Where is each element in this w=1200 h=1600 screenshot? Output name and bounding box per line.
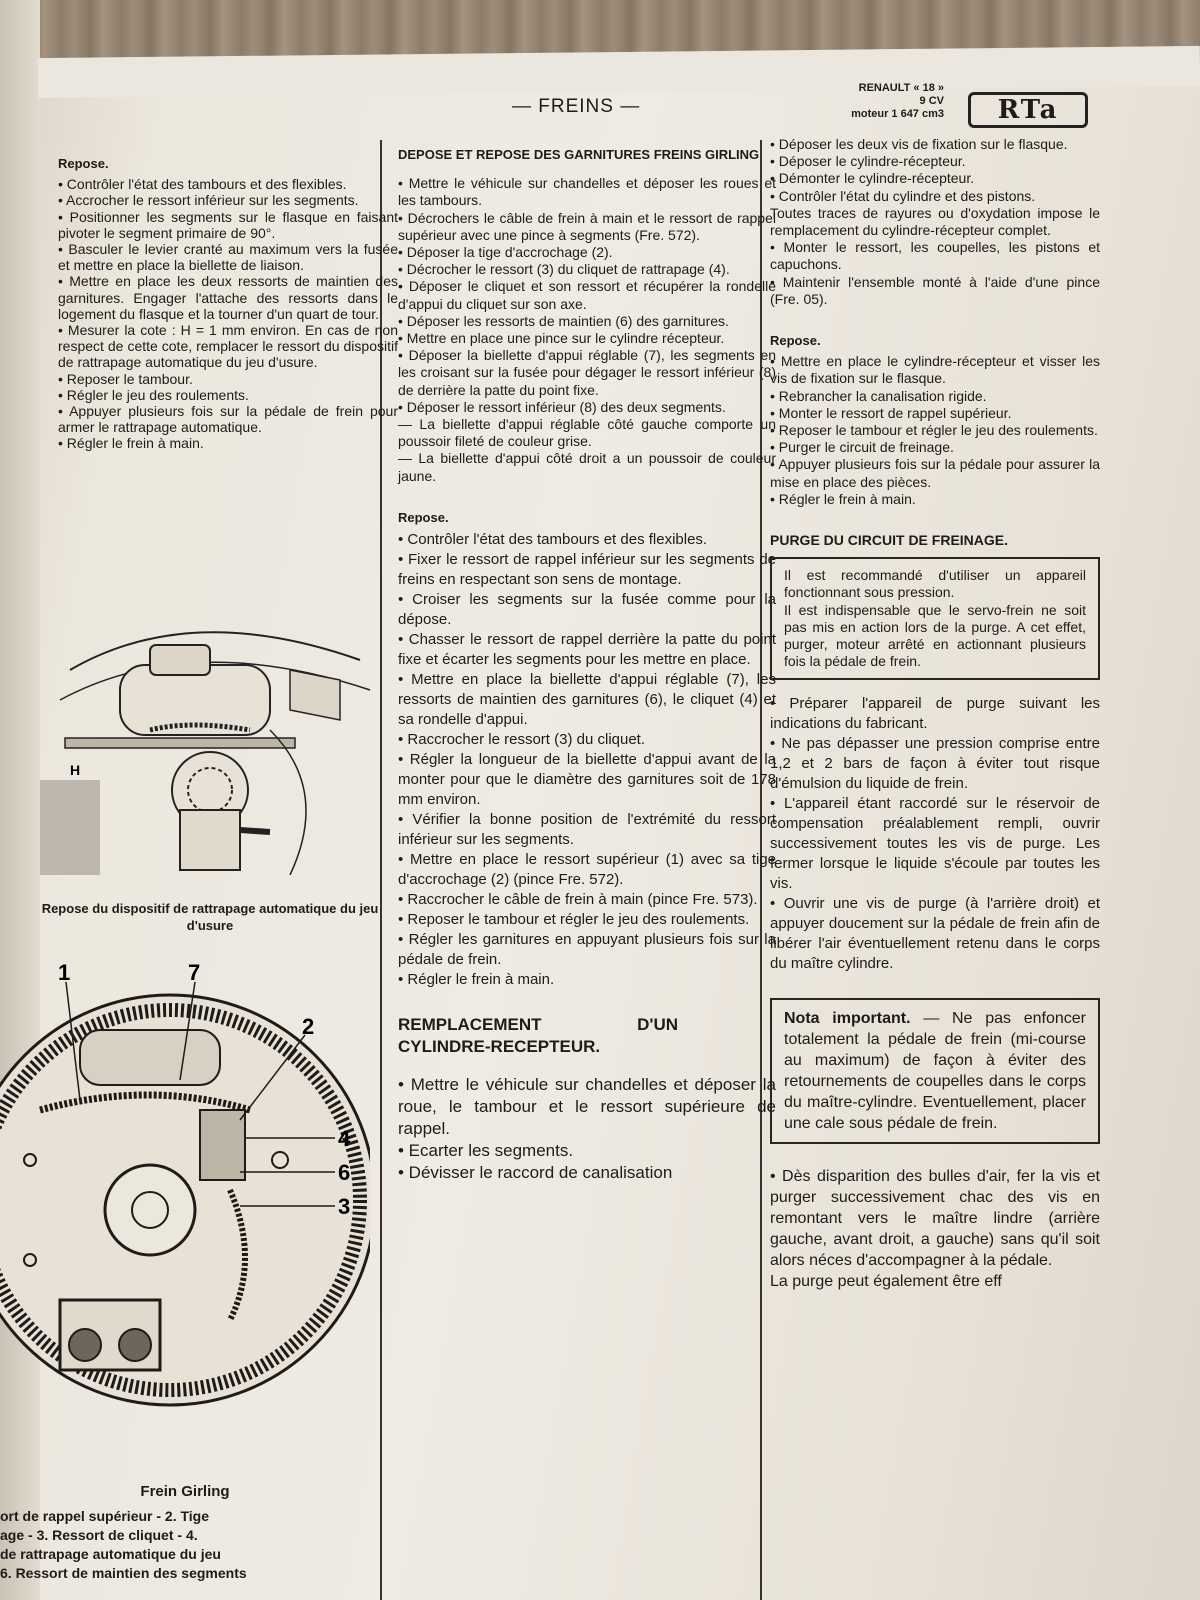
paragraph: • Dès disparition des bulles d'air, fer la vis et purger successivement chac des vis en remontant vers le maître lindre (arrière gauche, avant droit, a gauche) sans qu'il soit alors néces d'accompagner à la pédale. (770, 1168, 1100, 1270)
figure-label-2: 2 (302, 1014, 315, 1039)
legend-line: ort de rappel supérieur - 2. Tige (0, 1508, 210, 1524)
repose-list (398, 530, 776, 990)
paragraph: • Raccrocher le ressort (3) du cliquet. (398, 731, 646, 749)
paragraph: • Purger le circuit de freinage. (770, 439, 954, 456)
section-heading: DEPOSE ET REPOSE DES GARNITURES FREINS GIRLING (398, 147, 760, 162)
spacer (398, 485, 776, 503)
paragraph: • Appuyer plusieurs fois sur la pédale pour assurer la mise en place des pièces. (770, 456, 1100, 490)
legend-line: 6. Ressort de maintien des segments (0, 1565, 247, 1581)
paragraph: — La biellette d'appui côté droit a un poussoir de couleur jaune. (398, 450, 776, 484)
paragraph: • Reposer le tambour et régler le jeu des roulements. (398, 911, 750, 929)
column-1 (58, 150, 398, 452)
paragraph: • Régler le frein à main. (770, 490, 916, 507)
figure-label-h: H (70, 762, 81, 778)
paragraph: • Reposer le tambour et régler le jeu des roulements. (770, 422, 1098, 439)
remplacement-list (398, 1074, 776, 1184)
paragraph: • Dévisser le raccord de canalisation (398, 1163, 673, 1183)
notice-box (770, 557, 1100, 680)
paragraph: • Raccrocher le câble de frein à main (pince Fre. 573). (398, 891, 758, 909)
paragraph: • Rebrancher la canalisation rigide. (770, 387, 987, 404)
paragraph: • Ouvrir une vis de purge (à l'arrière droit) et appuyer doucement sur la pédale de frein afin de libérer l'air éventuellement retenu dans le corps du maître cylindre. (770, 895, 1100, 973)
paragraph: Il est indispensable que le servo-frein ne soit pas mis en action lors de la purge. A cet effet, purger, moteur arrêté en actionnant plusieurs fois la pédale de frein. (784, 601, 1086, 670)
paragraph: • L'appareil étant raccordé sur le réservoir de compensation préalablement rempli, ouvrir successivement toutes les vis de purge. Les fermer lorsque le liquide s'écoule par toutes les vis. (770, 795, 1100, 893)
section-heading: Repose. (770, 333, 821, 349)
nota-heading: Nota important. (784, 1010, 911, 1028)
purge-list (770, 694, 1100, 974)
legend-line: de rattrapage automatique du jeu (0, 1546, 221, 1562)
paragraph: • Monter le ressort, les coupelles, les pistons et capuchons. (770, 239, 1100, 273)
paragraph: • Reposer le tambour. (58, 370, 193, 387)
spacer (770, 508, 1100, 526)
figure-label-7: 7 (188, 960, 201, 985)
paragraph: • Contrôler l'état des tambours et des flexibles. (398, 531, 708, 549)
paragraph: • Préparer l'appareil de purge suivant les indications du fabricant. (770, 695, 1100, 733)
section-heading: Repose. (398, 509, 449, 525)
paragraph: • Déposer la tige d'accrochage (2). (398, 244, 613, 261)
paragraph: • Contrôler l'état des tambours et des flexibles. (58, 176, 347, 193)
paragraph: • Déposer la biellette d'appui réglable (7), les segments en les croisant sur la fusée pour dégager le ressort inférieur (8) de derrière la patte du point fixe. (398, 347, 776, 398)
paragraph: Il est recommandé d'utiliser un appareil fonctionnant sous pression. (784, 567, 1086, 601)
end-list (770, 1166, 1100, 1292)
paragraph: • Régler le frein à main. (398, 971, 555, 989)
figure-adjuster-drawing (40, 610, 380, 875)
figure-label-1: 1 (58, 960, 71, 985)
paragraph: • Mettre le véhicule sur chandelles et déposer les roues et les tambours. (398, 175, 776, 209)
figure-title: Frein Girling (140, 1483, 230, 1500)
caption-text: Repose du dispositif de rattrapage automatique du jeu d'usure (41, 901, 379, 934)
paragraph: La purge peut également être eff (770, 1273, 1002, 1291)
paragraph: • Chasser le ressort de rappel derrière la patte du point fixe et écarter les segments pour les mettre en place. (398, 631, 776, 669)
paragraph: • Maintenir l'ensemble monté à l'aide d'une pince (Fre. 05). (770, 273, 1100, 307)
spacer (770, 308, 1100, 326)
paragraph: • Appuyer plusieurs fois sur la pédale de frein pour armer le rattrapage automatique. (58, 403, 398, 436)
nota-text: — Ne pas enfoncer totalement la pédale de frein (mi-course au maximum) de façon à éviter des retournements de coupelles dans le corps du maître-cylindre. Eventuellement, placer une cale sous pédale de frein. (784, 1010, 1086, 1133)
paragraph: • Régler les garnitures en appuyant plusieurs fois sur la pédale de frein. (398, 931, 776, 969)
paragraph: • Démonter le cylindre-récepteur. (770, 170, 975, 187)
legend-line: age - 3. Ressort de cliquet - 4. (0, 1527, 198, 1543)
paragraph: • Mesurer la cote : H = 1 mm environ. En cas de non respect de cette cote, remplacer le ressort du dispositif de rattrapage automatique du jeu d'usure. (58, 322, 398, 371)
paragraph: • Déposer les deux vis de fixation sur le flasque. (770, 136, 1068, 152)
paragraph: • Régler le frein à main. (58, 435, 204, 452)
paragraph: • Positionner les segments sur le flasque en faisant pivoter le segment primaire de 90°. (58, 208, 398, 241)
paragraph: • Mettre en place les deux ressorts de maintien des garnitures. Engager l'attache des ressorts dans le logement du flasque et la tourner d'un quart de tour. (58, 273, 398, 322)
paragraph: • Mettre en place le cylindre-récepteur et visser les vis de fixation sur le flasque. (770, 353, 1100, 387)
paragraph: • Ecarter les segments. (398, 1141, 574, 1161)
vehicle-line: RENAULT « 18 » (858, 82, 944, 94)
paragraph: • Basculer le levier cranté au maximum vers la fusée et mettre en place la biellette de liaison. (58, 241, 398, 274)
paragraph: • Déposer le ressort inférieur (8) des deux segments. (398, 398, 726, 415)
paragraph: • Accrocher le ressort inférieur sur les segments. (58, 192, 359, 209)
paragraph: • Mettre en place la biellette d'appui réglable (7), les ressorts de maintien des garnitures (6), le cliquet (4) et sa rondelle d'appui. (398, 671, 776, 729)
paragraph: • Vérifier la bonne position de l'extrémité du ressort inférieur sur les segments. (398, 811, 776, 849)
paragraph: • Monter le ressort de rappel supérieur. (770, 404, 1012, 421)
paragraph: • Contrôler l'état du cylindre et des pistons. (770, 187, 1036, 204)
nota-box (770, 998, 1100, 1144)
rta-logo: RTa (968, 92, 1088, 128)
paragraph: • Mettre le véhicule sur chandelles et déposer la roue, le tambour et le ressort supérieure de rappel. (398, 1075, 776, 1139)
page-title: — FREINS — (512, 96, 641, 117)
paragraph: • Régler le jeu des roulements. (58, 386, 249, 403)
paragraph: — La biellette d'appui réglable côté gauche comporte un poussoir fileté de couleur grise. (398, 416, 776, 450)
paragraph: • Décrocher le ressort (3) du cliquet de rattrapage (4). (398, 261, 730, 278)
figure-legend (0, 1482, 370, 1583)
vehicle-line: 9 CV (919, 95, 944, 107)
column-2 (398, 140, 776, 1184)
paragraph: • Déposer les ressorts de maintien (6) des garnitures. (398, 312, 729, 329)
paragraph: • Croiser les segments sur la fusée comme pour la dépose. (398, 591, 776, 629)
paragraph: • Mettre en place une pince sur le cylindre récepteur. (398, 330, 725, 347)
paragraph: • Fixer le ressort de rappel inférieur sur les segments de freins en respectant son sens de montage. (398, 551, 776, 589)
paragraph: • Décrochers le câble de frein à main et le ressort de rappel supérieur avec une pince à segments (Fre. 572). (398, 209, 776, 243)
paragraph: • Déposer le cylindre-récepteur. (770, 153, 966, 170)
figure-caption (40, 900, 380, 934)
figure-label-6: 6 (338, 1160, 351, 1185)
paragraph: • Mettre en place le ressort supérieur (1) avec sa tige d'accrochage (2) (pince Fre. 572). (398, 851, 776, 889)
paragraph: • Ne pas dépasser une pression comprise entre 1,2 et 2 bars de façon à éviter tout risque d'émulsion du liquide de frein. (770, 735, 1100, 793)
vehicle-info (806, 82, 944, 121)
paragraph: • Déposer le cliquet et son ressort et récupérer la rondelle d'appui du cliquet sur son axe. (398, 278, 776, 312)
section-heading: PURGE DU CIRCUIT DE FREINAGE. (770, 532, 1009, 549)
vehicle-line: moteur 1 647 cm3 (851, 108, 944, 120)
spacer (398, 990, 776, 1008)
paragraph: • Régler la longueur de la biellette d'appui avant de la monter pour que le diamètre des garnitures soit de 178 mm environ. (398, 751, 776, 809)
figure-label-3: 3 (338, 1194, 351, 1219)
section-heading: Repose. (58, 156, 109, 171)
column-3 (770, 136, 1100, 1292)
figure-label-4: 4 (338, 1126, 351, 1151)
paragraph: Toutes traces de rayures ou d'oxydation impose le remplacement du cylindre-récepteur complet. (770, 204, 1100, 239)
figure-girling-brake (0, 960, 370, 1430)
section-heading: REMPLACEMENT D'UN CYLINDRE-RECEPTEUR. (398, 1015, 678, 1057)
